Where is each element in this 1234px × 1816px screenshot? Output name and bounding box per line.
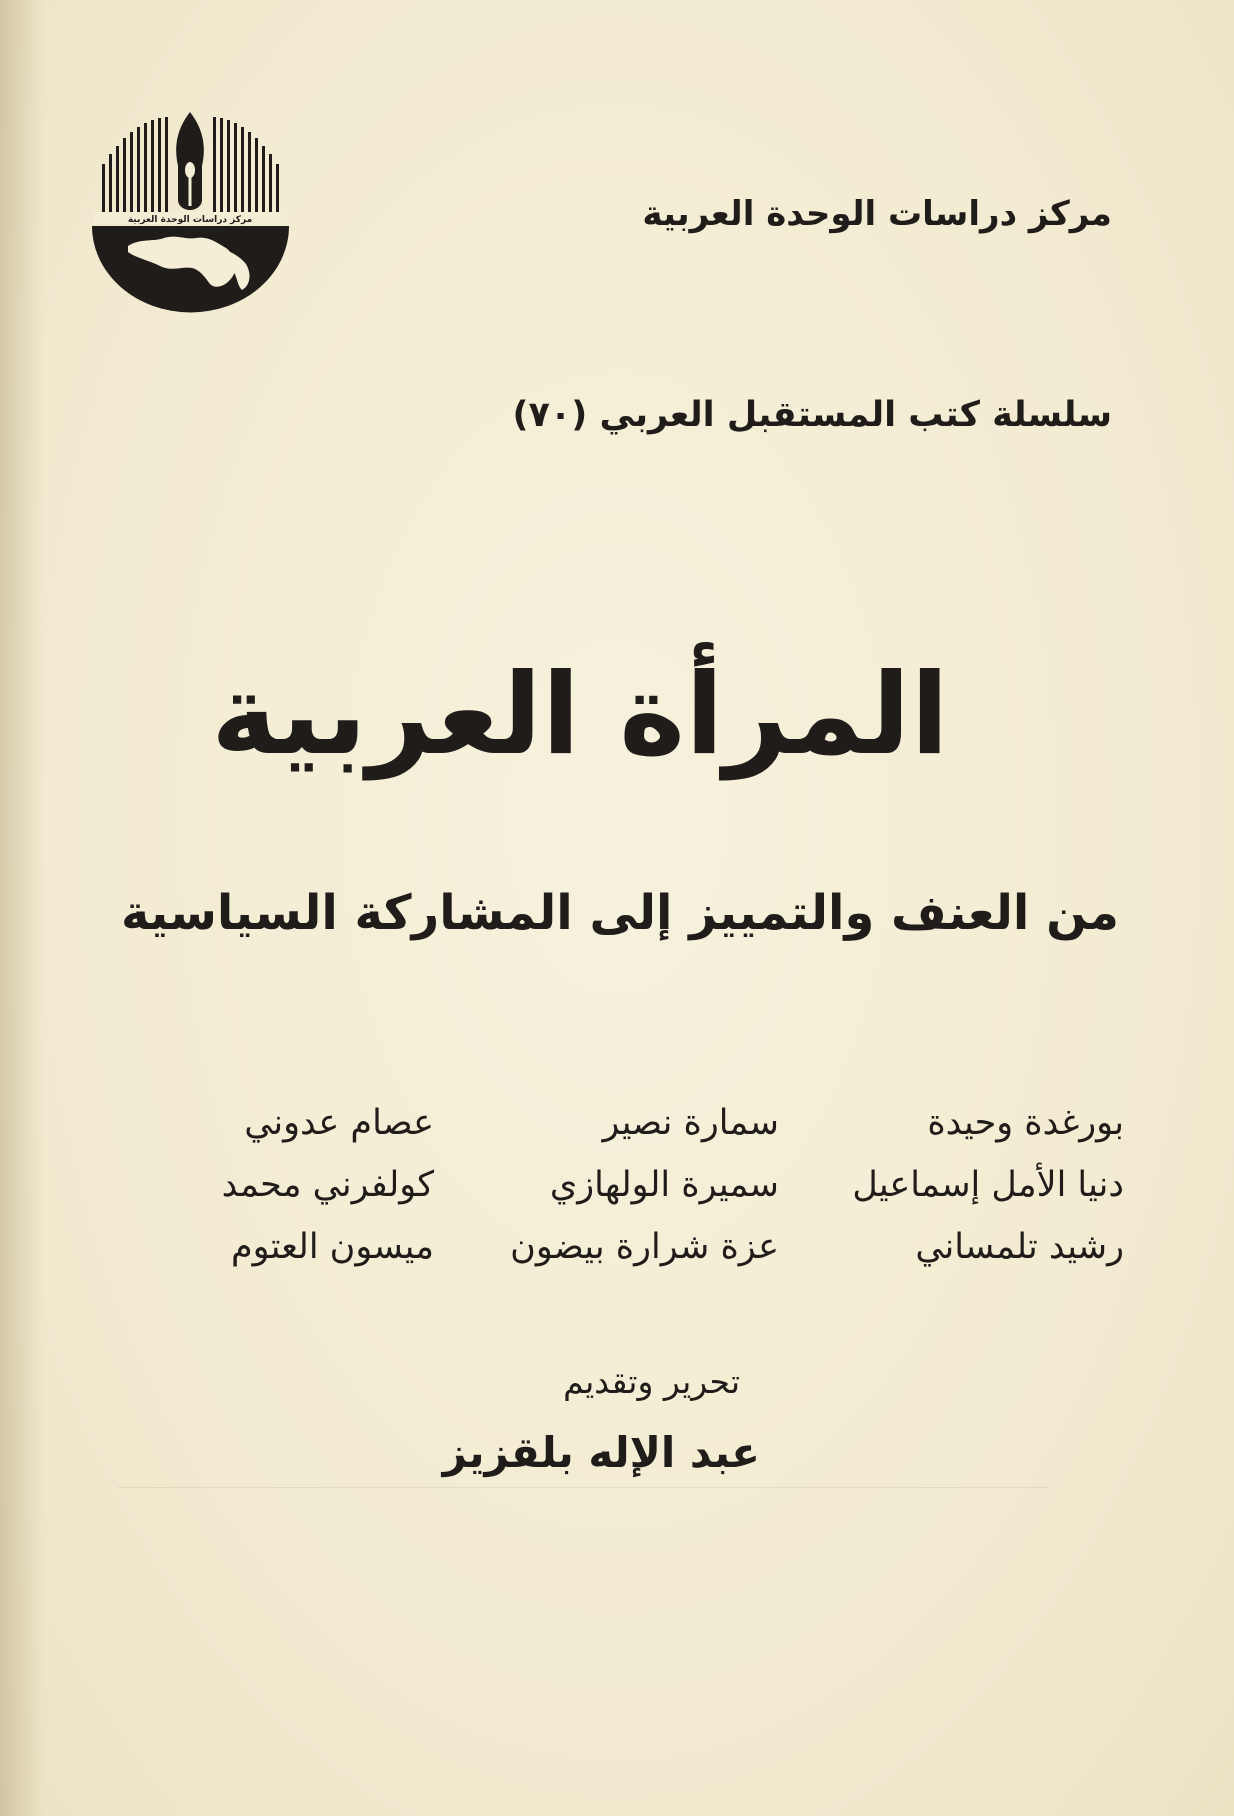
bleed-through-rule — [118, 1487, 1048, 1488]
authors-column-3 — [94, 1098, 434, 1298]
page-spine-shadow — [0, 0, 44, 1816]
author-name: رشيد تلمساني — [915, 1227, 1124, 1267]
author-name: سميرة الولهازي — [549, 1165, 779, 1205]
series-title: سلسلة كتب المستقبل العربي (٧٠) — [512, 395, 1112, 435]
author-name: ميسون العتوم — [230, 1227, 434, 1267]
publisher-logo-icon — [88, 108, 293, 313]
author-name: كولفرني محمد — [221, 1165, 434, 1205]
book-title: المرأة العربية — [211, 650, 949, 780]
authors-column-1 — [824, 1098, 1124, 1298]
editor-name: عبد الإله بلقزيز — [442, 1428, 760, 1477]
logo-text: مركز دراسات الوحدة العربية — [127, 215, 253, 225]
authors-column-2 — [479, 1098, 779, 1298]
editing-label: تحرير وتقديم — [563, 1362, 740, 1401]
author-name: دنيا الأمل إسماعيل — [852, 1165, 1124, 1205]
author-name: عزة شرارة بيضون — [510, 1227, 779, 1267]
publisher-logo — [88, 108, 293, 313]
author-name: سمارة نصير — [602, 1103, 779, 1143]
publisher-name: مركز دراسات الوحدة العربية — [642, 194, 1112, 234]
author-name: عصام عدوني — [244, 1103, 434, 1143]
author-name: بورغدة وحيدة — [927, 1103, 1124, 1143]
book-subtitle: من العنف والتمييز إلى المشاركة السياسية — [121, 885, 1119, 941]
authors-list — [94, 1098, 1124, 1298]
